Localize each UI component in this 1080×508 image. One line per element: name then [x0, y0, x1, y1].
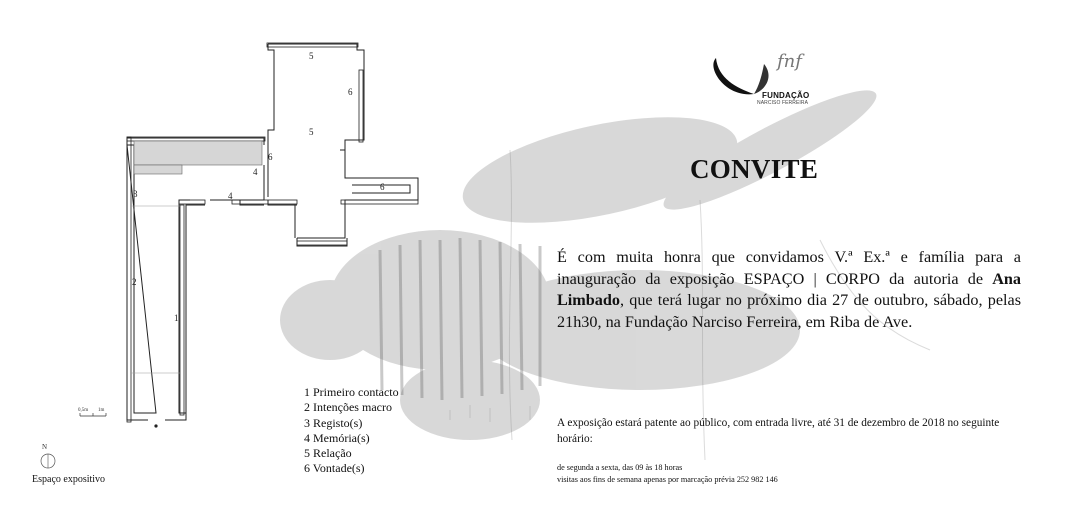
exhibition-note: A exposição estará patente ao público, com entrada livre, até 31 de dezembro de 2018 no seguinte horário: [557, 417, 1000, 445]
room-label-6b: 6 [268, 152, 273, 162]
room-label-6c: 6 [380, 182, 385, 192]
logo-name: FUNDAÇÃO [762, 91, 810, 100]
legend-item: 6 Vontade(s) [304, 461, 365, 476]
invitation-title: CONVITE [690, 154, 819, 184]
legend-item: 1 Primeiro contacto [304, 385, 399, 399]
body-text-part1: É com muita honra que convidamos V.ª Ex.ª e família para a inauguração da exposição ESPAÇO | CORPO da autoria de [557, 248, 1021, 288]
room-label-6a: 6 [348, 87, 353, 97]
logo-subname: NARCISO FERREIRA [757, 100, 809, 106]
north-indicator: N [42, 443, 48, 451]
scale-label-half: 0,5m [78, 408, 89, 413]
scale-label-one: 1m [98, 408, 105, 413]
logo-monogram: fnf [777, 51, 802, 72]
hours-weekday: de segunda a sexta, das 09 às 18 horas [557, 463, 683, 472]
invitation-body [557, 247, 1021, 333]
legend-item: 5 Relação [304, 446, 352, 461]
room-label-4b: 4 [228, 191, 233, 201]
opening-hours [557, 462, 778, 485]
artist-name: Ana Limbado [557, 269, 1021, 310]
legend-item: 2 Intenções macro [304, 400, 392, 415]
legend-item: 3 Registo(s) [304, 415, 363, 430]
legend-item: 4 Memória(s) [304, 430, 370, 445]
room-label-4a: 4 [253, 167, 258, 177]
room-label-5a: 5 [309, 51, 314, 61]
floor-plan-caption: Espaço expositivo [32, 474, 106, 485]
room-label-5b: 5 [309, 127, 314, 137]
room-label-1: 1 [174, 313, 179, 323]
body-text-part2: , que terá lugar no próximo dia 27 de outubro, sábado, pelas 21h30, na Fundação Narciso Ferreira, em Riba de Ave. [557, 291, 1021, 331]
room-label-3: 3 [133, 189, 138, 199]
floor-plan-legend [304, 385, 399, 477]
room-label-2: 2 [132, 277, 137, 287]
hours-weekend: visitas aos fins de semana apenas por marcação prévia 252 982 146 [557, 474, 778, 484]
